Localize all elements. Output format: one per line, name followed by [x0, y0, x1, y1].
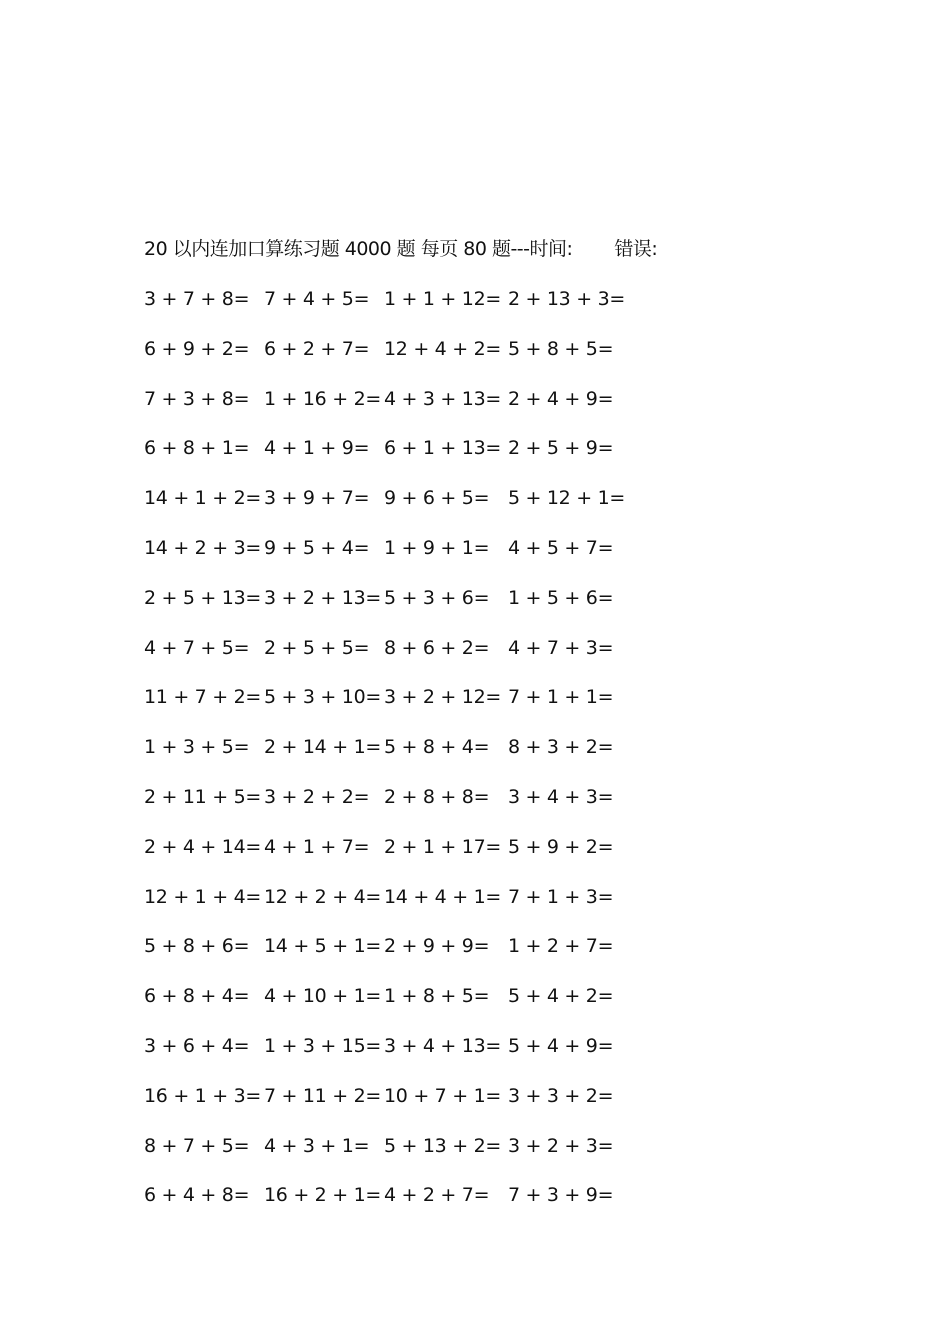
error-count-label: 错误:: [614, 238, 658, 260]
addition-problem: 4 + 3 + 13=: [384, 387, 501, 410]
addition-problem: 2 + 5 + 13=: [144, 586, 261, 609]
addition-problem: 14 + 5 + 1=: [264, 935, 381, 958]
addition-problem: 2 + 4 + 14=: [144, 835, 261, 858]
addition-problem: 1 + 3 + 15=: [264, 1034, 381, 1057]
addition-problem: 4 + 10 + 1=: [264, 985, 381, 1008]
addition-problem: 2 + 1 + 17=: [384, 835, 501, 858]
addition-problem: 6 + 8 + 4=: [144, 985, 250, 1008]
problem-row: [144, 1032, 644, 1082]
addition-problem: 2 + 9 + 9=: [384, 935, 490, 958]
addition-problem: 6 + 1 + 13=: [384, 437, 501, 460]
addition-problem: 12 + 1 + 4=: [144, 885, 261, 908]
addition-problem: 7 + 3 + 9=: [508, 1184, 614, 1207]
addition-problem: 12 + 4 + 2=: [384, 337, 501, 360]
addition-problem: 1 + 9 + 1=: [384, 536, 490, 559]
addition-problem: 5 + 8 + 6=: [144, 935, 250, 958]
addition-problem: 3 + 6 + 4=: [144, 1034, 250, 1057]
problem-row: [144, 534, 644, 584]
addition-problem: 7 + 3 + 8=: [144, 387, 250, 410]
addition-problem: 3 + 4 + 13=: [384, 1034, 501, 1057]
addition-problem: 6 + 2 + 7=: [264, 337, 370, 360]
addition-problem: 16 + 1 + 3=: [144, 1084, 261, 1107]
addition-problem: 14 + 2 + 3=: [144, 536, 261, 559]
problem-row: [144, 1132, 644, 1182]
addition-problem: 4 + 5 + 7=: [508, 536, 614, 559]
addition-problem: 3 + 2 + 12=: [384, 686, 501, 709]
addition-problem: 7 + 1 + 1=: [508, 686, 614, 709]
addition-problem: 3 + 2 + 3=: [508, 1134, 614, 1157]
addition-problem: 4 + 7 + 3=: [508, 636, 614, 659]
addition-problem: 2 + 13 + 3=: [508, 288, 625, 310]
problem-row: [144, 783, 644, 833]
addition-problem: 1 + 3 + 5=: [144, 736, 250, 759]
addition-problem: 2 + 8 + 8=: [384, 785, 490, 808]
addition-problem: 5 + 4 + 2=: [508, 985, 614, 1008]
addition-problem: 5 + 3 + 6=: [384, 586, 490, 609]
problem-row: [144, 285, 644, 335]
addition-problem: 4 + 1 + 9=: [264, 437, 370, 460]
addition-problem: 5 + 13 + 2=: [384, 1134, 501, 1157]
addition-problem: 9 + 6 + 5=: [384, 487, 490, 510]
addition-problem: 14 + 1 + 2=: [144, 487, 261, 510]
problem-row: [144, 634, 644, 684]
addition-problem: 9 + 5 + 4=: [264, 536, 370, 559]
problem-row: [144, 1082, 644, 1132]
addition-problem: 8 + 3 + 2=: [508, 736, 614, 759]
addition-problem: 7 + 4 + 5=: [264, 288, 370, 310]
addition-problem: 2 + 5 + 9=: [508, 437, 614, 460]
problem-row: [144, 733, 644, 783]
addition-problem: 1 + 8 + 5=: [384, 985, 490, 1008]
addition-problem: 7 + 11 + 2=: [264, 1084, 381, 1107]
addition-problem: 10 + 7 + 1=: [384, 1084, 501, 1107]
addition-problem: 5 + 8 + 5=: [508, 337, 614, 360]
worksheet-title: 20 以内连加口算练习题 4000 题 每页 80 题---时间:: [144, 238, 573, 260]
addition-problem: 3 + 2 + 13=: [264, 586, 381, 609]
addition-problem: 2 + 5 + 5=: [264, 636, 370, 659]
addition-problem: 11 + 7 + 2=: [144, 686, 261, 709]
problem-grid: [144, 285, 644, 1231]
problem-row: [144, 932, 644, 982]
addition-problem: 6 + 8 + 1=: [144, 437, 250, 460]
addition-problem: 4 + 2 + 7=: [384, 1184, 490, 1207]
addition-problem: 3 + 4 + 3=: [508, 785, 614, 808]
addition-problem: 3 + 7 + 8=: [144, 288, 250, 310]
addition-problem: 6 + 4 + 8=: [144, 1184, 250, 1207]
problem-row: [144, 833, 644, 883]
addition-problem: 2 + 11 + 5=: [144, 785, 261, 808]
addition-problem: 3 + 3 + 2=: [508, 1084, 614, 1107]
addition-problem: 1 + 5 + 6=: [508, 586, 614, 609]
addition-problem: 1 + 16 + 2=: [264, 387, 381, 410]
addition-problem: 7 + 1 + 3=: [508, 885, 614, 908]
addition-problem: 5 + 8 + 4=: [384, 736, 490, 759]
addition-problem: 8 + 7 + 5=: [144, 1134, 250, 1157]
addition-problem: 4 + 7 + 5=: [144, 636, 250, 659]
addition-problem: 5 + 3 + 10=: [264, 686, 381, 709]
addition-problem: 6 + 9 + 2=: [144, 337, 250, 360]
addition-problem: 16 + 2 + 1=: [264, 1184, 381, 1207]
problem-row: [144, 683, 644, 733]
addition-problem: 2 + 4 + 9=: [508, 387, 614, 410]
addition-problem: 14 + 4 + 1=: [384, 885, 501, 908]
addition-problem: 4 + 3 + 1=: [264, 1134, 370, 1157]
problem-row: [144, 385, 644, 435]
problem-row: [144, 335, 644, 385]
worksheet-header: [144, 236, 657, 262]
addition-problem: 3 + 2 + 2=: [264, 785, 370, 808]
addition-problem: 5 + 9 + 2=: [508, 835, 614, 858]
problem-row: [144, 584, 644, 634]
problem-row: [144, 1181, 644, 1231]
addition-problem: 4 + 1 + 7=: [264, 835, 370, 858]
problem-row: [144, 434, 644, 484]
addition-problem: 12 + 2 + 4=: [264, 885, 381, 908]
addition-problem: 3 + 9 + 7=: [264, 487, 370, 510]
addition-problem: 8 + 6 + 2=: [384, 636, 490, 659]
addition-problem: 5 + 4 + 9=: [508, 1034, 614, 1057]
addition-problem: 1 + 2 + 7=: [508, 935, 614, 958]
problem-row: [144, 484, 644, 534]
addition-problem: 5 + 12 + 1=: [508, 487, 625, 510]
problem-row: [144, 883, 644, 933]
problem-row: [144, 982, 644, 1032]
addition-problem: 1 + 1 + 12=: [384, 288, 501, 310]
addition-problem: 2 + 14 + 1=: [264, 736, 381, 759]
